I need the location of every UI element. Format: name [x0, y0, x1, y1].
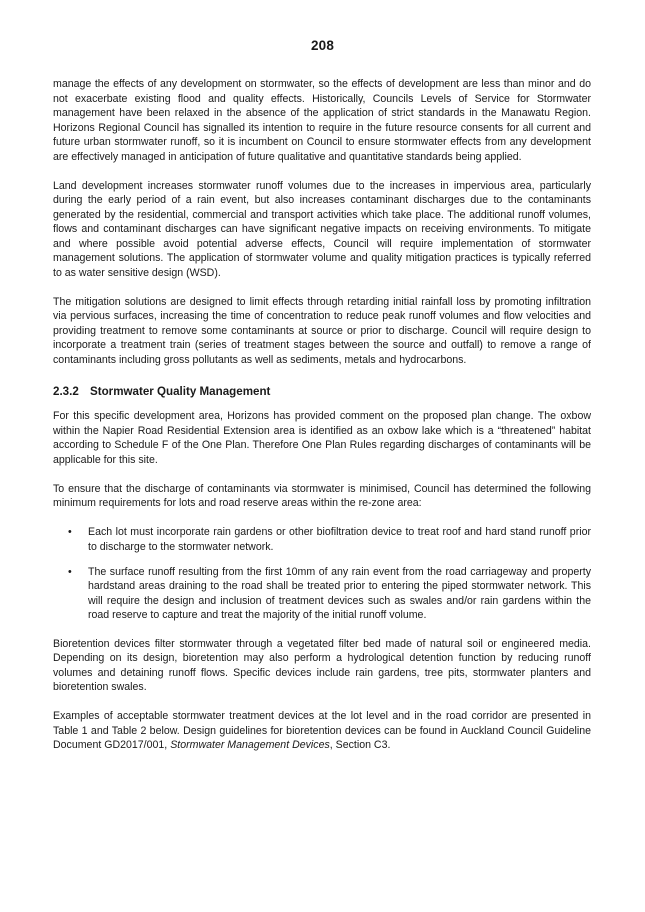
- paragraph-bioretention: Bioretention devices filter stormwater through a vegetated filter bed made of natural soil or engineered media. Depending on its design, bioretention may also perform a hydrological detention function by reducing runoff volumes and detaining runoff flows. Specific devices include rain gardens, tree pits, stormwater planters and bioretention swales.: [53, 637, 591, 693]
- bullet-icon: •: [68, 565, 72, 578]
- examples-text: Examples of acceptable stormwater treatment devices at the lot level and in the road corridor are presented in Table 1 and Table 2 below. Design guidelines for bioretention devices can be found in Auckland Council Guideline Document GD2017/001,: [53, 710, 591, 751]
- document-title-italic: Stormwater Management Devices: [170, 739, 330, 751]
- examples-text-end: , Section C3.: [329, 739, 391, 751]
- list-item-text: Each lot must incorporate rain gardens or other biofiltration device to treat roof and hard stand runoff prior to discharge to the stormwater network.: [88, 526, 591, 553]
- list-item-text: The surface runoff resulting from the first 10mm of any rain event from the road carriageway and property hardstand areas draining to the road shall be treated prior to entering the piped stormwater network. This will require the design and inclusion of treatment devices such as swales and/or rain gardens within the road reserve to capture and treat the majority of the initial runoff volume.: [88, 565, 591, 621]
- paragraph-specific-area: For this specific development area, Horizons has provided comment on the proposed plan change. The oxbow within the Napier Road Residential Extension area is identified as an oxbow lake which is a “threatened” habitat according to Schedule F of the One Plan. Therefore One Plan Rules regarding discharges of contaminants will be applicable for this site.: [53, 410, 591, 466]
- section-number: 2.3.2: [53, 385, 79, 398]
- list-item: [53, 565, 591, 623]
- section-heading: [53, 384, 591, 399]
- section-title: Stormwater Quality Management: [90, 385, 271, 398]
- paragraph-mitigation-solutions: The mitigation solutions are designed to limit effects through retarding initial rainfall loss by promoting infiltration via pervious surfaces, increasing the time of concentration to reduce peak runoff volumes and flow velocities and providing treatment to remove some contaminants at source or prior to discharge. Council will require design to incorporate a treatment train (series of treatment stages between the source and outfall) to remove a range of contaminants including gross pollutants as well as sediments, metals and hydrocarbons.: [53, 295, 591, 366]
- paragraph-land-development: Land development increases stormwater runoff volumes due to the increases in impervious area, particularly during the early period of a rain event, but also increases contaminant discharges due to the contaminants generated by the residential, commercial and transport activities which take place. The additional runoff volumes, flows and contaminant discharges can have significant negative impacts on receiving environments. To mitigate and where possible avoid potential adverse effects, Council will require implementation of stormwater management solutions. The application of stormwater volume and quality mitigation practices is typically referred to as water sensitive design (WSD).: [53, 179, 591, 279]
- page-number: 208: [310, 38, 335, 53]
- page-content: [53, 77, 591, 767]
- list-item: [53, 525, 591, 554]
- paragraph-minimum-requirements: To ensure that the discharge of contaminants via stormwater is minimised, Council has determined the following minimum requirements for lots and road reserve areas within the re-zone area:: [53, 482, 591, 509]
- requirements-list: [53, 525, 591, 623]
- paragraph-stormwater-effects: manage the effects of any development on stormwater, so the effects of development are less than minor and do not exacerbate existing flood and quality effects. Historically, Councils Levels of Service for Stormwater management have been relaxed in the absence of the application of strict standards in the Manawatu Region. Horizons Regional Council has signalled its intention to require in the future resource consents for all current and future urban stormwater runoff, so it is incumbent on Council to ensure stormwater effects from any development are effectively managed in anticipation of future qualitative and quantitative standards being applied.: [53, 78, 591, 163]
- paragraph-examples: [53, 709, 591, 753]
- bullet-icon: •: [68, 526, 72, 538]
